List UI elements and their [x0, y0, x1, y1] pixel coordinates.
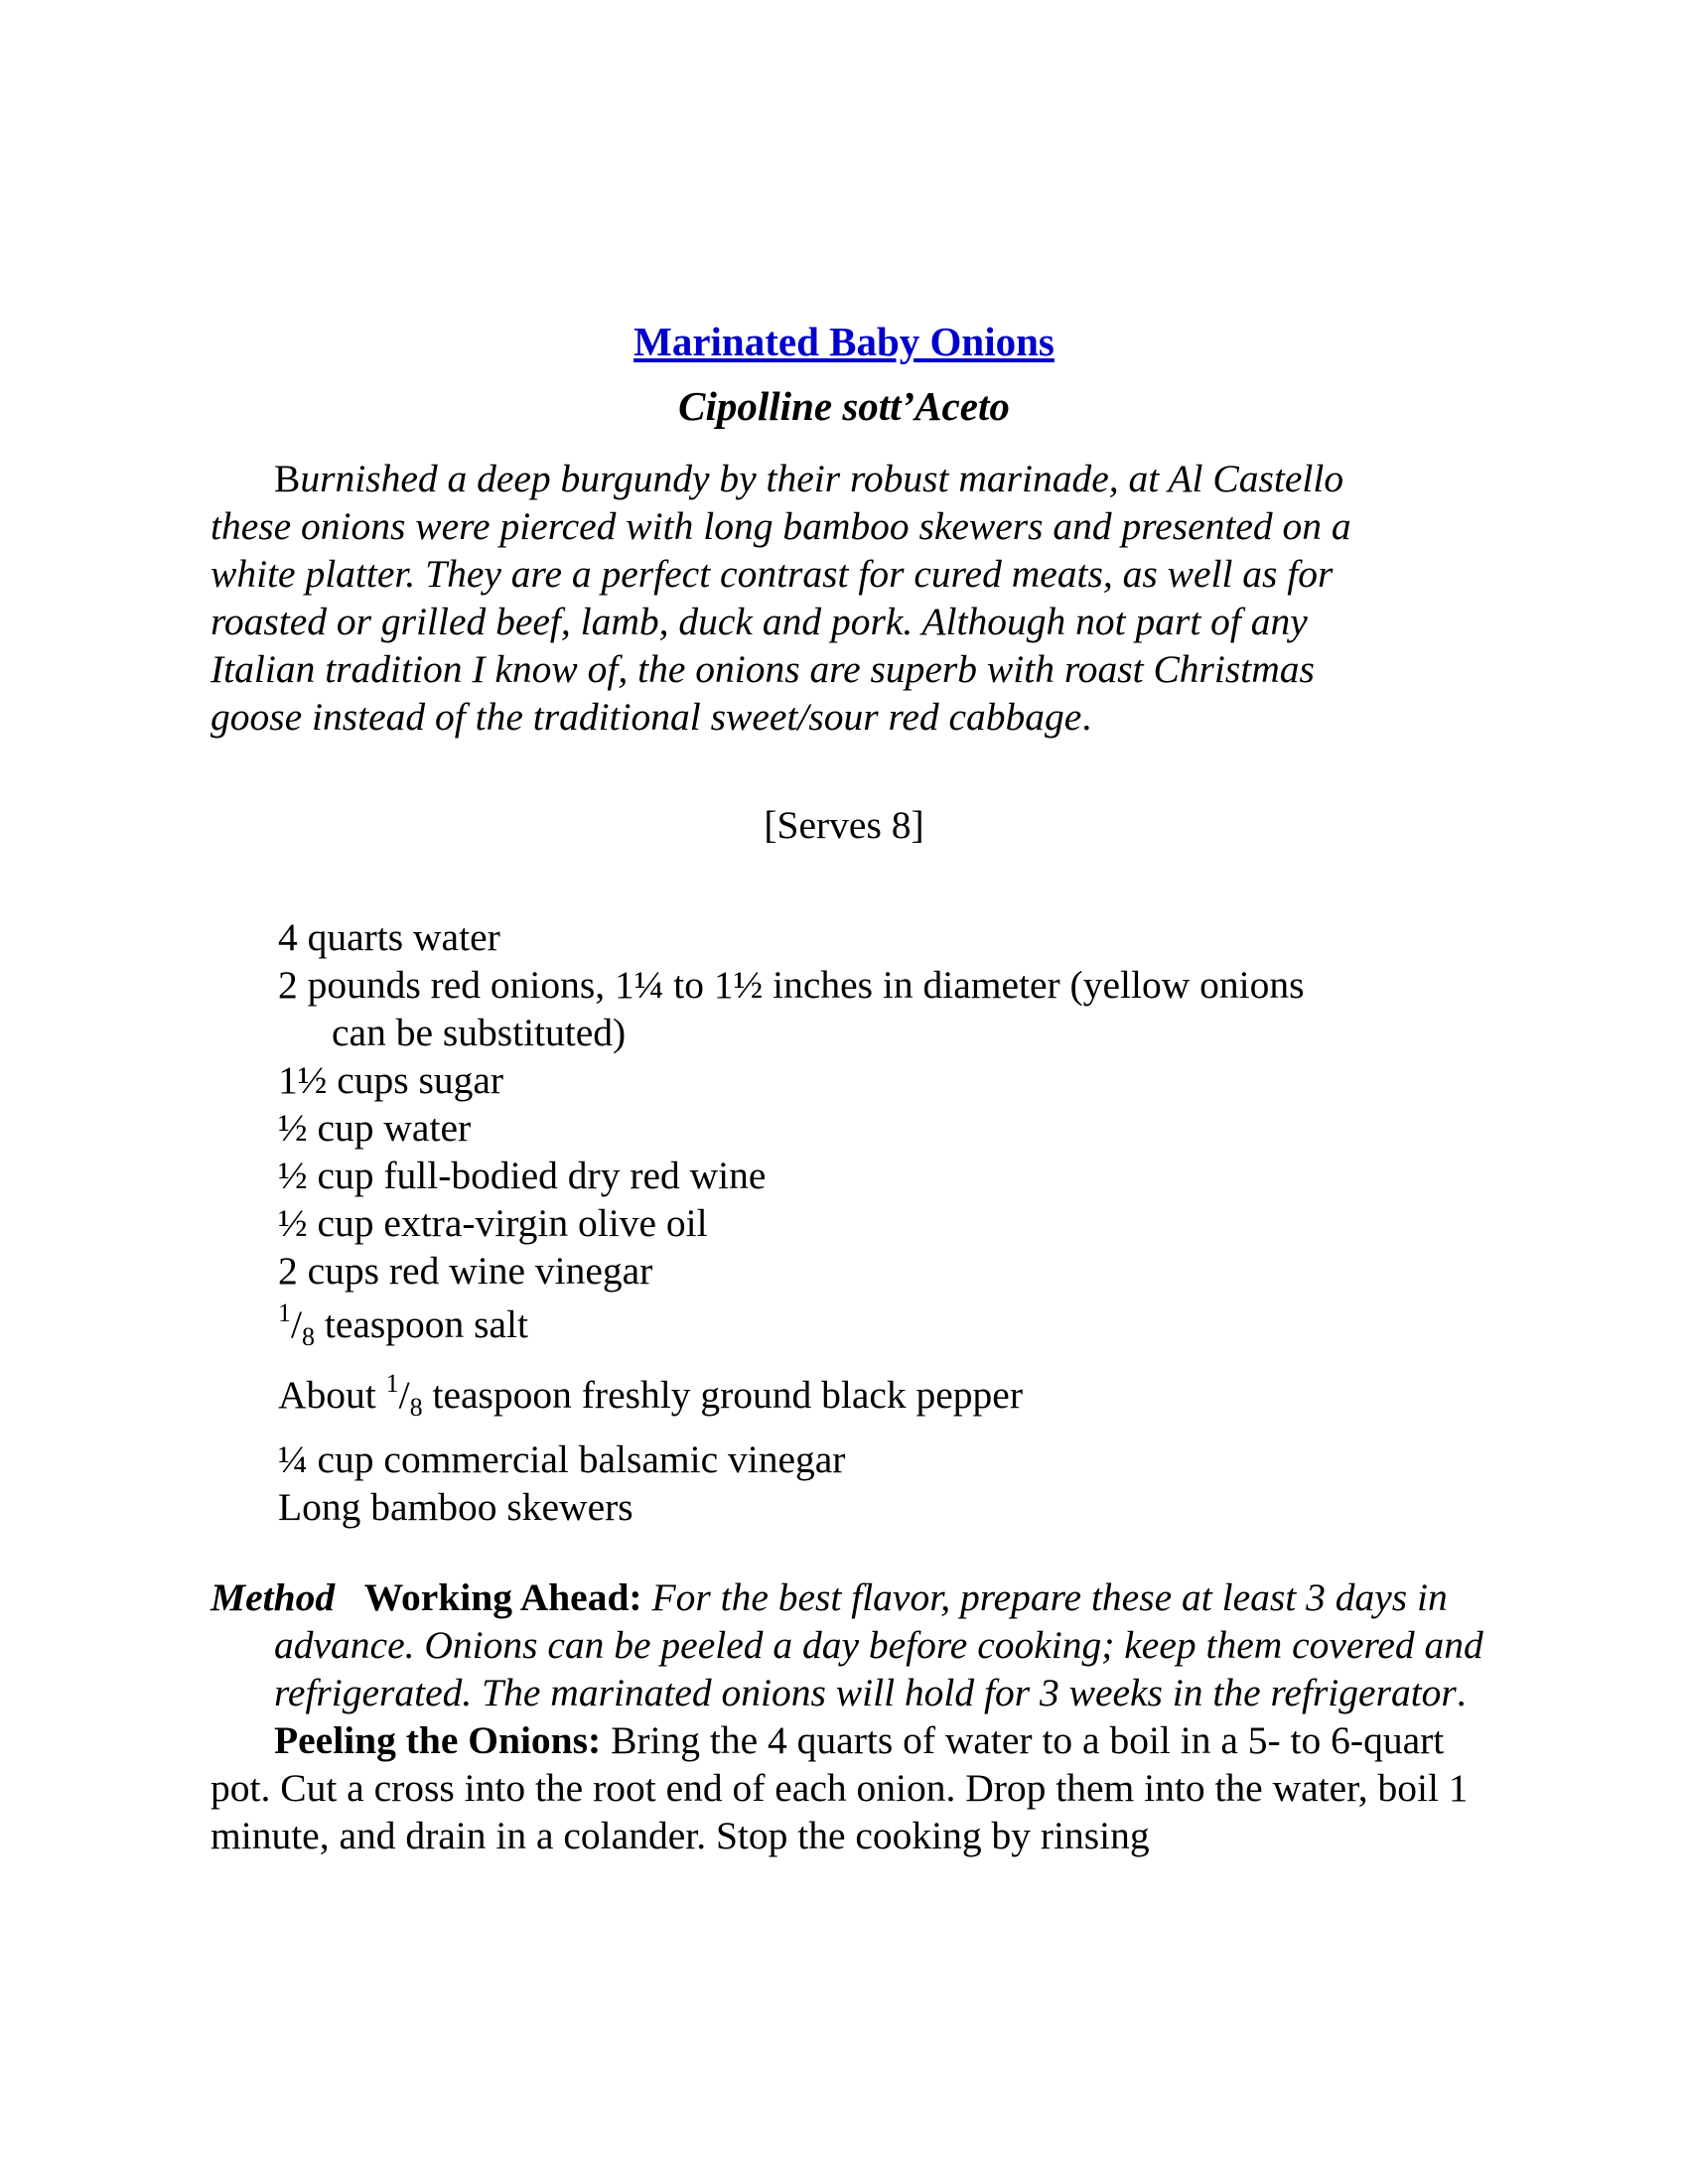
ingredient-item: 2 cups red wine vinegar — [278, 1249, 653, 1293]
peeling-text: Bring the 4 quarts of water to a boil in a 5- to 6-quart pot. Cut a cross into the root end of each onion. Drop them into the water, boil 1 minute, and drain in a colander. Stop the cooking by rinsing — [211, 1718, 1469, 1857]
recipe-subtitle: Cipolline sott’Aceto — [678, 383, 1010, 429]
ingredient-item: ½ cup full-bodied dry red wine — [278, 1154, 767, 1197]
ingredient-item: About 1/8 teaspoon freshly ground black pepper — [278, 1369, 1023, 1422]
ingredient-item: ½ cup water — [278, 1106, 472, 1150]
ingredient-item: ¼ cup commercial balsamic vinegar — [278, 1437, 846, 1481]
serves-count: [Serves 8] — [764, 803, 924, 847]
intro-line-3: white platter. They are a perfect contrast for cured meats, as well as for — [211, 552, 1334, 596]
ingredient-item: Long bamboo skewers — [278, 1485, 633, 1529]
ingredient-item: 1/8 teaspoon salt — [278, 1298, 528, 1351]
method-section — [211, 1573, 1501, 1859]
method-label: Method — [211, 1575, 336, 1619]
recipe-intro — [211, 455, 1491, 741]
method-working-ahead: Method Working Ahead: For the best flavor, prepare these at least 3 days in advance. Onions can be peeled a day before cooking; keep them covered and refrigerated. The marinated onions will hold for 3 weeks in the refrigerator. — [211, 1575, 1483, 1714]
working-ahead-text: For the best flavor, prepare these at least 3 days in advance. Onions can be peeled a day before cooking; keep them covered and refrigerated. The marinated onions will hold for 3 weeks in the refrigerator — [274, 1575, 1483, 1714]
intro-drop-letter: B — [274, 457, 301, 500]
ingredient-item: ½ cup extra-virgin olive oil — [278, 1201, 708, 1245]
intro-line-4: roasted or grilled beef, lamb, duck and pork. Although not part of any — [211, 600, 1308, 643]
peeling-label: Peeling the Onions: — [274, 1718, 602, 1762]
intro-line-1: urnished a deep burgundy by their robust marinade, at Al Castello — [300, 457, 1344, 500]
intro-line-5: Italian tradition I know of, the onions are superb with roast Christmas — [211, 647, 1315, 691]
intro-line-2: these onions were pierced with long bamboo skewers and presented on a — [211, 504, 1351, 548]
recipe-title-link[interactable]: Marinated Baby Onions — [633, 319, 1055, 364]
ingredient-item: 4 quarts water — [278, 915, 500, 959]
intro-line-6: goose instead of the traditional sweet/sour red cabbage. — [211, 695, 1092, 739]
ingredient-item: 2 pounds red onions, 1¼ to 1½ inches in diameter (yellow onions can be substituted) — [278, 963, 1305, 1054]
recipe-title — [0, 318, 1688, 365]
ingredient-list — [278, 913, 1450, 1531]
ingredient-item: 1½ cups sugar — [278, 1058, 504, 1102]
working-ahead-label: Working Ahead: — [363, 1575, 642, 1619]
method-peeling — [211, 1716, 1501, 1859]
